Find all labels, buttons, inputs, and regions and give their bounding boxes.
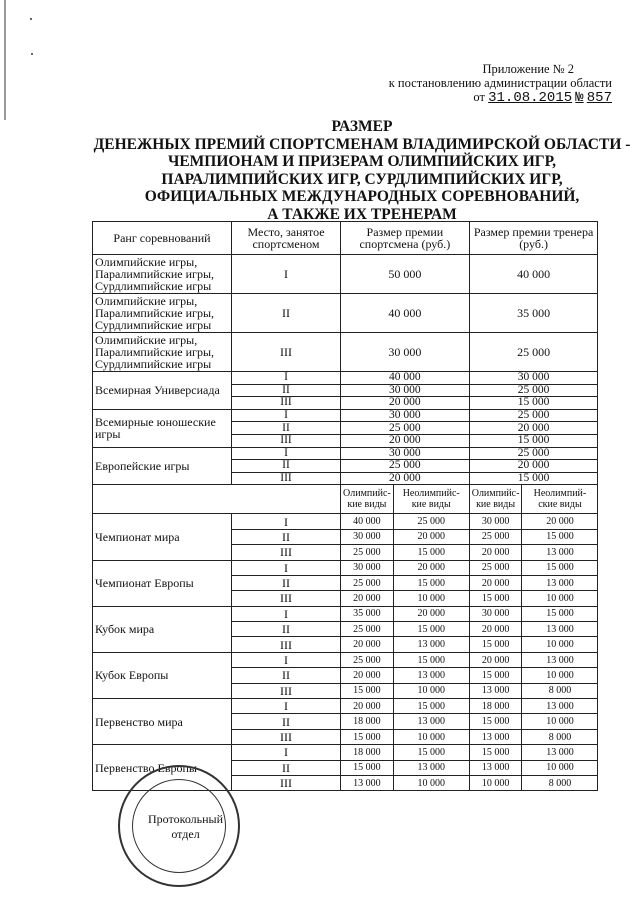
coach-prize-cell: 15 000 — [469, 397, 598, 410]
coach-olympic-cell: 20 000 — [469, 575, 522, 590]
athlete-prize-cell: 30 000 — [341, 447, 470, 460]
athlete-prize-cell: 50 000 — [341, 255, 470, 294]
place-cell: II — [232, 422, 341, 435]
place-cell: II — [232, 294, 341, 333]
athlete-nonolympic-cell: 20 000 — [393, 529, 469, 544]
coach-nonolympic-cell: 15 000 — [522, 560, 598, 575]
place-cell: III — [232, 333, 341, 372]
athlete-nonolympic-cell: 15 000 — [393, 745, 469, 760]
subheader-athlete-olympic: Олимпийс-кие виды — [341, 485, 394, 514]
table-row — [93, 745, 598, 760]
coach-nonolympic-cell: 15 000 — [522, 606, 598, 621]
athlete-olympic-cell: 30 000 — [341, 529, 394, 544]
coach-prize-cell: 35 000 — [469, 294, 598, 333]
place-cell: II — [232, 384, 341, 397]
prize-table — [92, 221, 598, 791]
appendix-label: Приложение № 2 — [482, 62, 574, 76]
athlete-olympic-cell: 40 000 — [341, 514, 394, 529]
place-cell: III — [232, 434, 341, 447]
title-line: ОФИЦИАЛЬНЫХ МЕЖДУНАРОДНЫХ СОРЕВНОВАНИЙ, — [144, 188, 580, 205]
scan-edge — [4, 0, 6, 120]
appendix-date-line — [389, 90, 612, 105]
table-row — [93, 514, 598, 529]
athlete-olympic-cell: 20 000 — [341, 668, 394, 683]
place-cell: III — [232, 729, 341, 744]
header-athlete-prize: Размер премии спортсмена (руб.) — [341, 222, 470, 255]
group-b-body — [93, 514, 598, 791]
coach-nonolympic-cell: 13 000 — [522, 745, 598, 760]
place-cell: II — [232, 575, 341, 590]
coach-olympic-cell: 13 000 — [469, 683, 522, 698]
place-cell: I — [232, 606, 341, 621]
athlete-nonolympic-cell: 13 000 — [393, 637, 469, 652]
place-cell: III — [232, 591, 341, 606]
athlete-nonolympic-cell: 20 000 — [393, 560, 469, 575]
coach-prize-cell: 25 000 — [469, 333, 598, 372]
subheader-coach-olympic: Олимпийс-кие виды — [469, 485, 522, 514]
athlete-olympic-cell: 20 000 — [341, 591, 394, 606]
athlete-olympic-cell: 20 000 — [341, 699, 394, 714]
table-row — [93, 372, 598, 385]
date-prefix: от — [473, 90, 485, 104]
athlete-nonolympic-cell: 25 000 — [393, 514, 469, 529]
stamp-line: Протокольный — [148, 812, 224, 826]
place-cell: I — [232, 372, 341, 385]
coach-olympic-cell: 18 000 — [469, 699, 522, 714]
athlete-nonolympic-cell: 15 000 — [393, 622, 469, 637]
decree-date: 31.08.2015 — [488, 90, 573, 106]
rank-cell: Олимпийские игры, Паралимпийские игры, Сурдлимпийские игры — [93, 255, 232, 294]
athlete-nonolympic-cell: 15 000 — [393, 575, 469, 590]
coach-prize-cell: 25 000 — [469, 409, 598, 422]
rank-cell: Первенство мира — [93, 699, 232, 745]
athlete-nonolympic-cell: 13 000 — [393, 760, 469, 775]
table-row — [93, 447, 598, 460]
coach-olympic-cell: 20 000 — [469, 545, 522, 560]
coach-nonolympic-cell: 13 000 — [522, 545, 598, 560]
coach-nonolympic-cell: 13 000 — [522, 622, 598, 637]
place-cell: I — [232, 514, 341, 529]
athlete-prize-cell: 25 000 — [341, 422, 470, 435]
appendix-header — [389, 62, 612, 105]
document-title — [82, 118, 640, 223]
athlete-prize-cell: 30 000 — [341, 333, 470, 372]
place-cell: III — [232, 545, 341, 560]
place-cell: II — [232, 460, 341, 473]
coach-prize-cell: 25 000 — [469, 447, 598, 460]
athlete-prize-cell: 20 000 — [341, 472, 470, 485]
athlete-prize-cell: 20 000 — [341, 397, 470, 410]
table-row — [93, 409, 598, 422]
coach-prize-cell: 20 000 — [469, 422, 598, 435]
table-row — [93, 294, 598, 333]
place-cell: II — [232, 760, 341, 775]
subheader-row — [93, 485, 598, 514]
coach-nonolympic-cell: 15 000 — [522, 529, 598, 544]
coach-prize-cell: 30 000 — [469, 372, 598, 385]
coach-olympic-cell: 25 000 — [469, 560, 522, 575]
coach-prize-cell: 25 000 — [469, 384, 598, 397]
athlete-olympic-cell: 18 000 — [341, 714, 394, 729]
athlete-olympic-cell: 25 000 — [341, 622, 394, 637]
coach-olympic-cell: 15 000 — [469, 637, 522, 652]
decree-number: 857 — [586, 90, 612, 106]
coach-prize-cell: 15 000 — [469, 434, 598, 447]
athlete-prize-cell: 40 000 — [341, 372, 470, 385]
rank-cell: Европейские игры — [93, 447, 232, 485]
coach-nonolympic-cell: 10 000 — [522, 591, 598, 606]
table-row — [93, 606, 598, 621]
rank-cell: Всемирная Универсиада — [93, 372, 232, 410]
number-sign: № — [575, 90, 584, 106]
coach-olympic-cell: 13 000 — [469, 760, 522, 775]
rank-cell: Чемпионат Европы — [93, 560, 232, 606]
athlete-olympic-cell: 15 000 — [341, 729, 394, 744]
athlete-prize-cell: 30 000 — [341, 409, 470, 422]
place-cell: III — [232, 637, 341, 652]
stamp-line: отдел — [171, 827, 200, 841]
subheader-athlete-nonolympic: Неолимпийс-кие виды — [393, 485, 469, 514]
subheader-coach-nonolympic: Неолимпий-ские виды — [522, 485, 598, 514]
athlete-olympic-cell: 15 000 — [341, 683, 394, 698]
place-cell: II — [232, 714, 341, 729]
title-line: ДЕНЕЖНЫХ ПРЕМИЙ СПОРТСМЕНАМ ВЛАДИМИРСКОЙ ОБЛАСТИ - — [93, 135, 631, 153]
coach-prize-cell: 15 000 — [469, 472, 598, 485]
coach-nonolympic-cell: 13 000 — [522, 575, 598, 590]
athlete-nonolympic-cell: 20 000 — [393, 606, 469, 621]
coach-olympic-cell: 20 000 — [469, 622, 522, 637]
appendix-decree: к постановлению администрации области — [388, 76, 612, 90]
title-line: ПАРАЛИМПИЙСКИХ ИГР, СУРДЛИМПИЙСКИХ ИГР, — [161, 170, 563, 188]
stamp-label — [148, 812, 223, 842]
table-row — [93, 699, 598, 714]
place-cell: I — [232, 652, 341, 667]
athlete-nonolympic-cell: 10 000 — [393, 729, 469, 744]
coach-olympic-cell: 30 000 — [469, 514, 522, 529]
coach-olympic-cell: 15 000 — [469, 714, 522, 729]
coach-olympic-cell: 20 000 — [469, 652, 522, 667]
rank-cell: Первенство Европы — [93, 745, 232, 791]
place-cell: I — [232, 255, 341, 294]
athlete-olympic-cell: 35 000 — [341, 606, 394, 621]
place-cell: III — [232, 775, 341, 790]
coach-olympic-cell: 15 000 — [469, 668, 522, 683]
athlete-olympic-cell: 13 000 — [341, 775, 394, 790]
header-coach-prize: Размер премии тренера (руб.) — [469, 222, 598, 255]
coach-prize-cell: 40 000 — [469, 255, 598, 294]
coach-nonolympic-cell: 8 000 — [522, 775, 598, 790]
athlete-olympic-cell: 20 000 — [341, 637, 394, 652]
header-rank: Ранг соревнований — [93, 222, 232, 255]
athlete-nonolympic-cell: 15 000 — [393, 699, 469, 714]
title-line: А ТАКЖЕ ИХ ТРЕНЕРАМ — [267, 205, 457, 223]
place-cell: II — [232, 622, 341, 637]
rank-cell: Кубок мира — [93, 606, 232, 652]
place-cell: III — [232, 472, 341, 485]
coach-prize-cell: 20 000 — [469, 460, 598, 473]
empty-cell — [93, 485, 341, 514]
table-header-row — [93, 222, 598, 255]
athlete-prize-cell: 20 000 — [341, 434, 470, 447]
coach-olympic-cell: 13 000 — [469, 729, 522, 744]
athlete-nonolympic-cell: 10 000 — [393, 591, 469, 606]
place-cell: I — [232, 409, 341, 422]
athlete-prize-cell: 30 000 — [341, 384, 470, 397]
title-line: ЧЕМПИОНАМ И ПРИЗЕРАМ ОЛИМПИЙСКИХ ИГР, — [167, 153, 557, 170]
coach-nonolympic-cell: 20 000 — [522, 514, 598, 529]
place-cell: I — [232, 745, 341, 760]
coach-nonolympic-cell: 10 000 — [522, 637, 598, 652]
athlete-olympic-cell: 30 000 — [341, 560, 394, 575]
coach-nonolympic-cell: 8 000 — [522, 683, 598, 698]
table-row — [93, 652, 598, 667]
coach-olympic-cell: 15 000 — [469, 745, 522, 760]
rank-cell: Олимпийские игры, Паралимпийские игры, Сурдлимпийские игры — [93, 294, 232, 333]
coach-nonolympic-cell: 10 000 — [522, 760, 598, 775]
coach-nonolympic-cell: 10 000 — [522, 668, 598, 683]
athlete-nonolympic-cell: 15 000 — [393, 652, 469, 667]
place-cell: I — [232, 560, 341, 575]
athlete-olympic-cell: 25 000 — [341, 652, 394, 667]
athlete-prize-cell: 25 000 — [341, 460, 470, 473]
rank-cell: Всемирные юношеские игры — [93, 409, 232, 447]
athlete-olympic-cell: 25 000 — [341, 575, 394, 590]
place-cell: III — [232, 397, 341, 410]
rank-cell: Олимпийские игры, Паралимпийские игры, Сурдлимпийские игры — [93, 333, 232, 372]
table-row — [93, 560, 598, 575]
place-cell: I — [232, 447, 341, 460]
athlete-nonolympic-cell: 13 000 — [393, 714, 469, 729]
athlete-olympic-cell: 18 000 — [341, 745, 394, 760]
scan-speck — [30, 18, 32, 20]
table-row — [93, 333, 598, 372]
header-place: Место, занятое спортсменом — [232, 222, 341, 255]
coach-olympic-cell: 10 000 — [469, 775, 522, 790]
table-row — [93, 255, 598, 294]
athlete-nonolympic-cell: 10 000 — [393, 775, 469, 790]
scan-speck — [31, 53, 33, 55]
coach-nonolympic-cell: 8 000 — [522, 729, 598, 744]
athlete-olympic-cell: 25 000 — [341, 545, 394, 560]
athlete-olympic-cell: 15 000 — [341, 760, 394, 775]
rank-cell: Чемпионат мира — [93, 514, 232, 560]
athlete-nonolympic-cell: 13 000 — [393, 668, 469, 683]
coach-nonolympic-cell: 13 000 — [522, 652, 598, 667]
place-cell: II — [232, 668, 341, 683]
coach-olympic-cell: 30 000 — [469, 606, 522, 621]
athlete-prize-cell: 40 000 — [341, 294, 470, 333]
place-cell: III — [232, 683, 341, 698]
place-cell: II — [232, 529, 341, 544]
coach-nonolympic-cell: 13 000 — [522, 699, 598, 714]
coach-nonolympic-cell: 10 000 — [522, 714, 598, 729]
coach-olympic-cell: 25 000 — [469, 529, 522, 544]
athlete-nonolympic-cell: 10 000 — [393, 683, 469, 698]
rank-cell: Кубок Европы — [93, 652, 232, 698]
title-line: РАЗМЕР — [331, 118, 393, 135]
athlete-nonolympic-cell: 15 000 — [393, 545, 469, 560]
place-cell: I — [232, 699, 341, 714]
coach-olympic-cell: 15 000 — [469, 591, 522, 606]
